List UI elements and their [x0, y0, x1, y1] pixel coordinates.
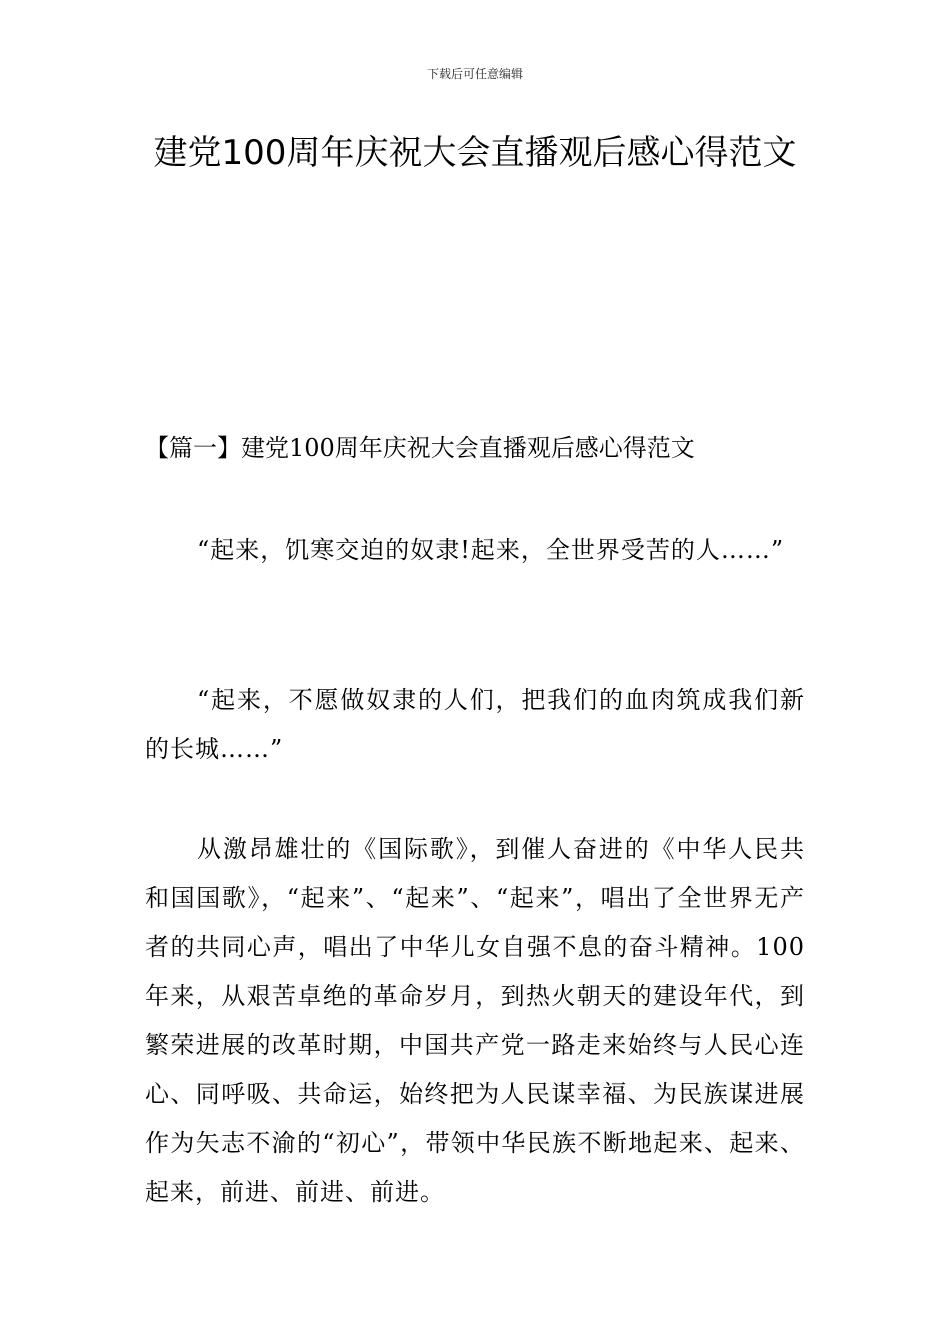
paragraph-body: 从激昂雄壮的《国际歌》，到催人奋进的《中华人民共和国国歌》，“起来”、“起来”、“起来”，唱出了全世界无产者的共同心声，唱出了中华儿女自强不息的奋斗精神。100年来，从艰苦卓绝的革命岁月，到热火朝天的建设年代，到繁荣进展的改革时期，中国共产党一路走来始终与人民心连心、同呼吸、共命运，始终把为人民谋幸福、为民族谋进展作为矢志不渝的“初心”，带领中华民族不断地起来、起来、起来，前进、前进、前进。 [145, 835, 805, 1206]
section-heading: 【篇一】建党100周年庆祝大会直播观后感心得范文 [145, 434, 695, 462]
header-note: 下载后可任意编辑 [426, 67, 523, 81]
paragraph-quote-internationale: “起来，饥寒交迫的奴隶!起来，全世界受苦的人……” [197, 536, 785, 564]
paragraph-quote-anthem: “起来，不愿做奴隶的人们，把我们的血肉筑成我们新的长城……” [145, 686, 805, 763]
document-title: 建党100周年庆祝大会直播观后感心得范文 [153, 133, 797, 173]
